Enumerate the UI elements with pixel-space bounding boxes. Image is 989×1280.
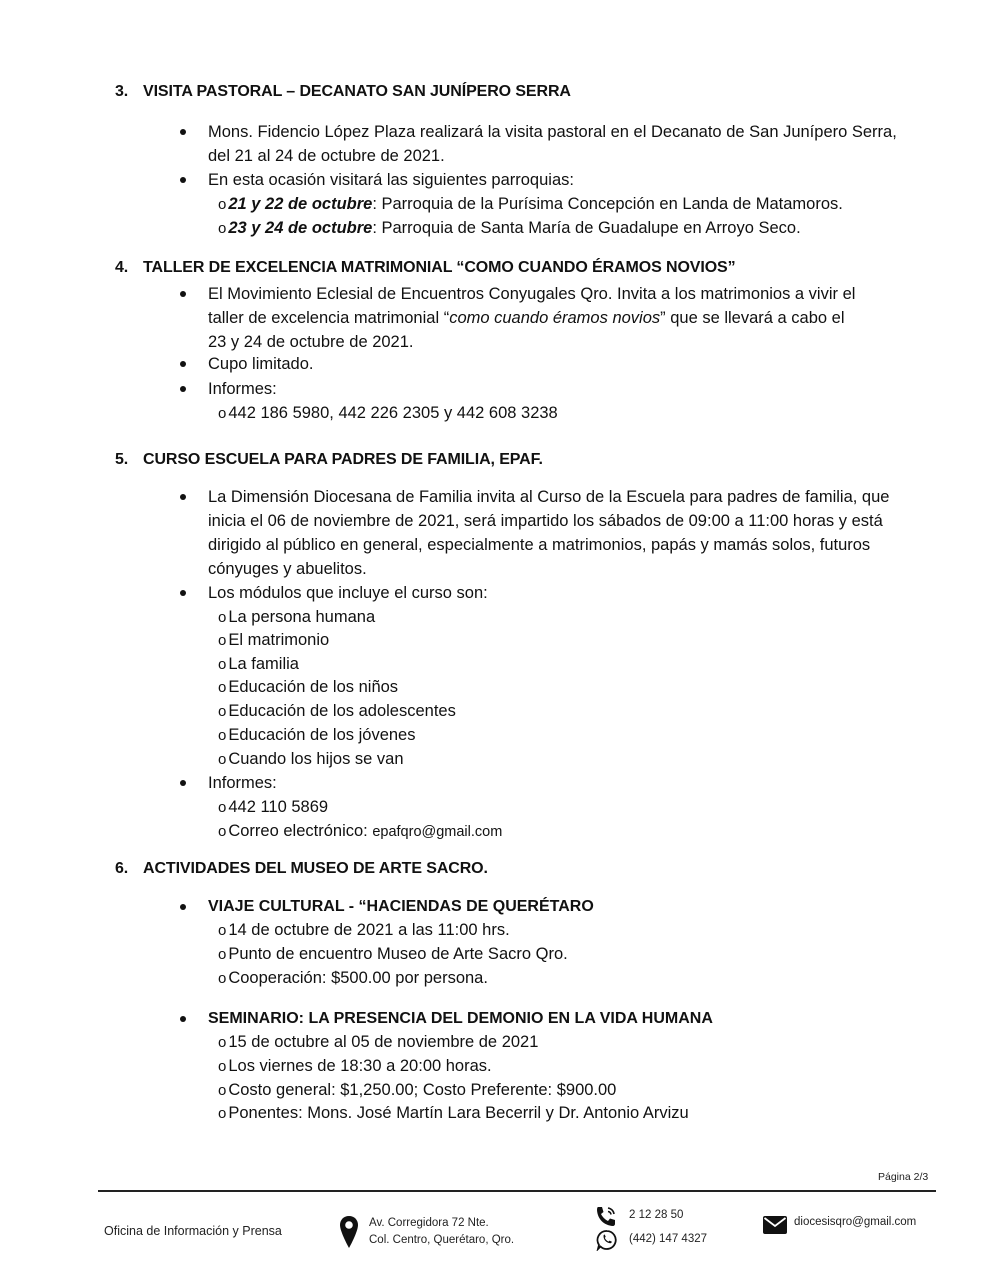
location-pin-icon xyxy=(339,1215,359,1249)
paragraph: taller de excelencia matrimonial “como cuando éramos novios” que se llevará a cabo el xyxy=(208,309,845,327)
activity-title: VIAJE CULTURAL - “HACIENDAS DE QUERÉTARO xyxy=(208,898,594,915)
list-item: o Cuando los hijos se van xyxy=(218,750,404,768)
list-item: o Correo electrónico: epafqro@gmail.com xyxy=(218,822,503,840)
paragraph: Informes: xyxy=(208,380,277,398)
list-item: o 15 de octubre al 05 de noviembre de 2021 xyxy=(218,1033,539,1051)
list-item: o La persona humana xyxy=(218,608,376,626)
section-title: ACTIVIDADES DEL MUSEO DE ARTE SACRO. xyxy=(143,860,488,877)
list-item: o Educación de los adolescentes xyxy=(218,702,456,720)
envelope-icon xyxy=(762,1215,788,1235)
list-item: o Cooperación: $500.00 por persona. xyxy=(218,969,488,987)
address-line-1: Av. Corregidora 72 Nte. xyxy=(369,1217,489,1229)
list-item: o Los viernes de 18:30 a 20:00 horas. xyxy=(218,1057,492,1075)
paragraph: En esta ocasión visitará las siguientes parroquias: xyxy=(208,171,574,189)
address-line-2: Col. Centro, Querétaro, Qro. xyxy=(369,1234,515,1246)
paragraph: 23 y 24 de octubre de 2021. xyxy=(208,333,414,351)
paragraph: dirigido al público en general, especialmente a matrimonios, papás y mamás solos, futuros xyxy=(208,536,871,554)
paragraph: Los módulos que incluye el curso son: xyxy=(208,584,488,602)
list-item: o 442 110 5869 xyxy=(218,798,329,816)
paragraph: Informes: xyxy=(208,774,277,792)
footer-office: Oficina de Información y Prensa xyxy=(104,1224,282,1238)
list-item: o Ponentes: Mons. José Martín Lara Becerril y Dr. Antonio Arvizu xyxy=(218,1104,689,1122)
list-item: o 21 y 22 de octubre: Parroquia de la Purísima Concepción en Landa de Matamoros. xyxy=(218,195,843,213)
footer-email[interactable]: diocesisqro@gmail.com xyxy=(794,1216,917,1228)
list-item: o 23 y 24 de octubre: Parroquia de Santa María de Guadalupe en Arroyo Seco. xyxy=(218,219,801,237)
bullet xyxy=(180,129,186,135)
list-item: o La familia xyxy=(218,655,299,673)
footer-divider xyxy=(98,1190,936,1192)
bullet xyxy=(180,386,186,392)
paragraph: El Movimiento Eclesial de Encuentros Conyugales Qro. Invita a los matrimonios a vivir el xyxy=(208,285,856,303)
section-title: VISITA PASTORAL – DECANATO SAN JUNÍPERO SERRA xyxy=(143,83,571,100)
bullet xyxy=(180,291,186,297)
section-3-heading xyxy=(115,83,571,101)
bullet xyxy=(180,1016,186,1022)
paragraph: del 21 al 24 de octubre de 2021. xyxy=(208,147,445,165)
list-item: o 442 186 5980, 442 226 2305 y 442 608 3238 xyxy=(218,404,558,422)
list-item: o Educación de los niños xyxy=(218,678,399,696)
list-item: o El matrimonio xyxy=(218,631,330,649)
bullet xyxy=(180,177,186,183)
paragraph: inicia el 06 de noviembre de 2021, será impartido los sábados de 09:00 a 11:00 horas y está xyxy=(208,512,883,530)
section-title: TALLER DE EXCELENCIA MATRIMONIAL “COMO CUANDO ÉRAMOS NOVIOS” xyxy=(143,259,736,276)
paragraph: La Dimensión Diocesana de Familia invita al Curso de la Escuela para padres de familia, que xyxy=(208,488,890,506)
section-number: 4. xyxy=(115,259,129,276)
bullet xyxy=(180,590,186,596)
email-link[interactable]: epafqro@gmail.com xyxy=(372,824,503,840)
section-title: CURSO ESCUELA PARA PADRES DE FAMILIA, EPAF. xyxy=(143,451,543,468)
list-item: o Punto de encuentro Museo de Arte Sacro Qro. xyxy=(218,945,568,963)
list-item: o 14 de octubre de 2021 a las 11:00 hrs. xyxy=(218,921,510,939)
paragraph: Mons. Fidencio López Plaza realizará la visita pastoral en el Decanato de San Junípero Serra, xyxy=(208,123,897,141)
section-number: 6. xyxy=(115,860,129,877)
page-number: Página 2/3 xyxy=(878,1171,929,1183)
list-item: o Educación de los jóvenes xyxy=(218,726,416,744)
whatsapp-icon xyxy=(596,1229,618,1251)
phone-number: 2 12 28 50 xyxy=(629,1209,684,1221)
whatsapp-number: (442) 147 4327 xyxy=(629,1233,708,1245)
bullet xyxy=(180,361,186,367)
paragraph: Cupo limitado. xyxy=(208,355,314,373)
section-5-heading xyxy=(115,451,543,469)
section-6-heading xyxy=(115,860,488,878)
activity-title: SEMINARIO: LA PRESENCIA DEL DEMONIO EN LA VIDA HUMANA xyxy=(208,1010,713,1027)
list-item: o Costo general: $1,250.00; Costo Preferente: $900.00 xyxy=(218,1081,617,1099)
bullet xyxy=(180,494,186,500)
section-number: 3. xyxy=(115,83,129,100)
bullet xyxy=(180,780,186,786)
bullet xyxy=(180,904,186,910)
phone-icon xyxy=(594,1205,618,1227)
section-number: 5. xyxy=(115,451,129,468)
paragraph: cónyuges y abuelitos. xyxy=(208,560,367,578)
section-4-heading xyxy=(115,259,736,277)
